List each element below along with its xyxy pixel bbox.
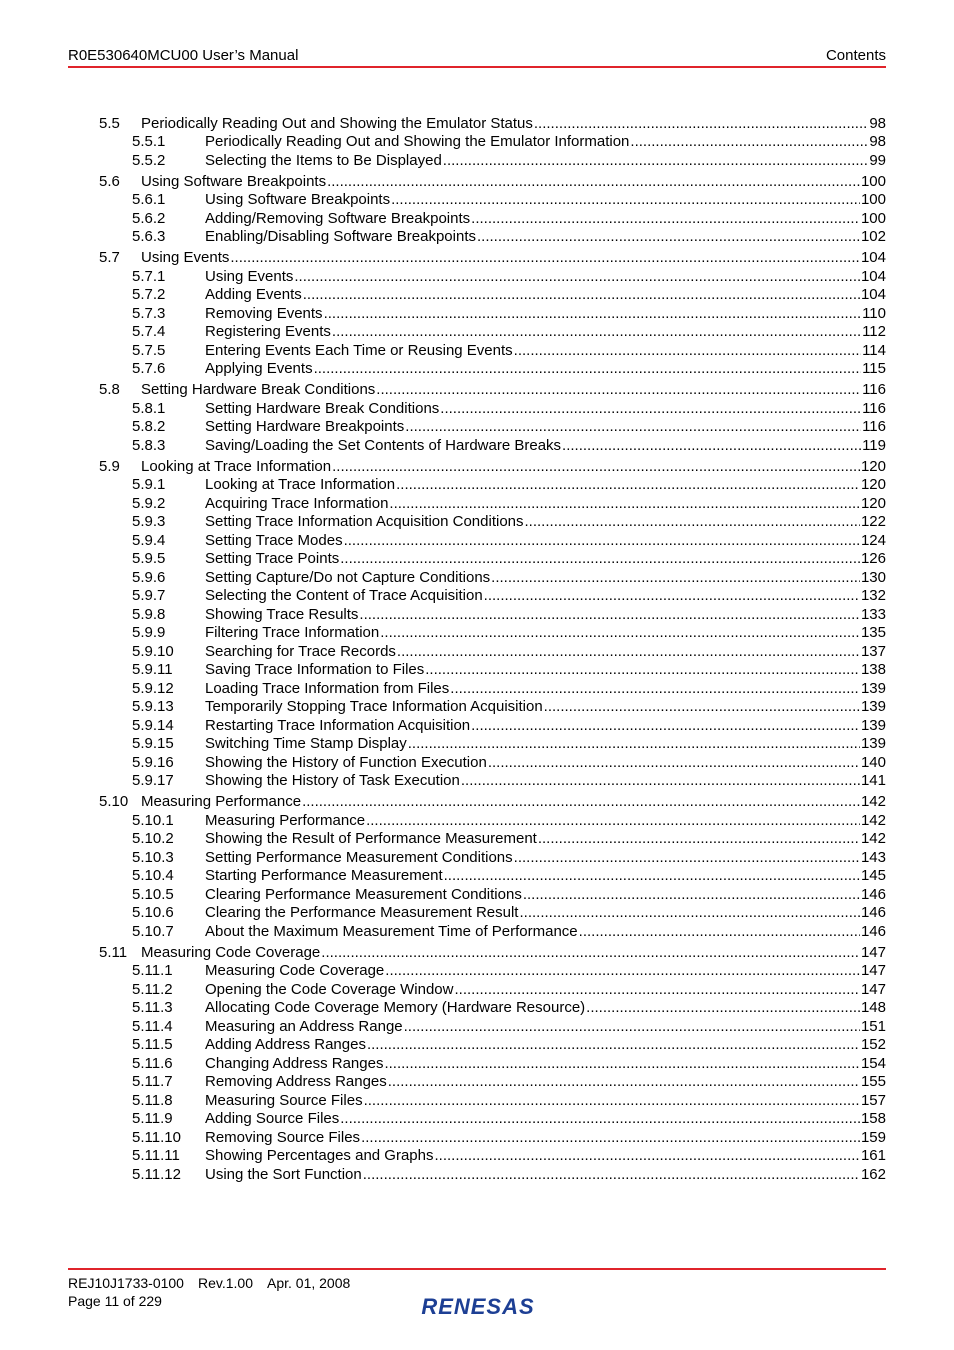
toc-entry-page: 135	[860, 624, 886, 641]
toc-entry-number: 5.11.2	[132, 980, 173, 998]
toc-section-entry[interactable]	[99, 249, 886, 268]
toc-entry-page: 161	[860, 1147, 886, 1164]
toc-entry-page: 104	[860, 249, 886, 266]
toc-entry-number: 5.11.8	[132, 1091, 173, 1109]
toc-entry-number: 5.11.9	[132, 1110, 173, 1127]
toc-entry-number: 5.9.6	[132, 568, 166, 586]
toc-subsection-entry[interactable]	[99, 513, 886, 532]
toc-dot-leader	[488, 754, 860, 773]
toc-entry-number: 5.7	[99, 249, 120, 266]
date: Apr. 01, 2008	[266, 1275, 351, 1291]
toc-entry-page: 140	[860, 753, 886, 771]
toc-entry-page: 100	[860, 191, 886, 208]
page-footer	[68, 1274, 364, 1310]
toc-dot-leader	[332, 323, 861, 342]
toc-entry-page: 152	[860, 1036, 886, 1053]
toc-section-entry[interactable]	[99, 944, 886, 963]
toc-subsection-entry[interactable]	[99, 717, 886, 736]
toc-dot-leader	[391, 191, 860, 210]
toc-entry-page: 104	[860, 267, 886, 285]
toc-dot-leader	[525, 513, 860, 532]
toc-entry-number: 5.9.15	[132, 735, 174, 752]
toc-entry-title: Using Events	[205, 267, 294, 285]
toc-entry-page: 98	[869, 133, 886, 150]
toc-entry-page: 162	[860, 1165, 886, 1183]
toc-subsection-entry[interactable]	[99, 981, 886, 1000]
toc-entry-number: 5.8.1	[132, 399, 166, 417]
toc-entry-number: 5.10.1	[132, 811, 174, 829]
toc-entry-number: 5.10	[99, 793, 129, 810]
renesas-logo	[403, 1293, 553, 1319]
toc-dot-leader	[579, 923, 860, 942]
toc-subsection-entry[interactable]	[99, 624, 886, 643]
toc-entry-number: 5.9.7	[132, 587, 166, 604]
toc-entry-number: 5.9.12	[132, 679, 174, 697]
toc-entry-number: 5.11.11	[132, 1147, 180, 1164]
toc-dot-leader	[332, 458, 860, 477]
toc-entry-number: 5.11.10	[132, 1128, 181, 1146]
toc-entry-title: Enabling/Disabling Software Breakpoints	[205, 228, 476, 245]
toc-subsection-entry[interactable]	[99, 772, 886, 791]
toc-entry-title: Saving/Loading the Set Contents of Hardware Breaks	[205, 436, 562, 454]
toc-entry-page: 124	[860, 531, 886, 549]
document-number: REJ10J1733-0100	[68, 1275, 184, 1291]
toc-entry-title: Applying Events	[205, 360, 313, 377]
toc-entry-page: 139	[860, 716, 886, 734]
toc-entry-page: 147	[860, 962, 886, 979]
toc-entry-title: Adding/Removing Software Breakpoints	[205, 209, 471, 227]
toc-subsection-entry[interactable]	[99, 1166, 886, 1185]
toc-entry-title: Adding Events	[205, 286, 302, 303]
toc-entry-number: 5.7.2	[132, 286, 166, 303]
toc-entry-page: 147	[860, 943, 886, 961]
toc-entry-page: 116	[862, 399, 886, 417]
toc-subsection-entry[interactable]	[99, 754, 886, 773]
toc-entry-number: 5.9.8	[132, 605, 166, 623]
toc-subsection-entry[interactable]	[99, 569, 886, 588]
toc-subsection-entry[interactable]	[99, 830, 886, 849]
toc-entry-number: 5.8.3	[132, 436, 166, 454]
toc-entry-number: 5.9.10	[132, 642, 174, 660]
toc-entry-title: Setting Capture/Do not Capture Conditions	[205, 568, 491, 586]
toc-dot-leader	[321, 944, 860, 963]
toc-subsection-entry[interactable]	[99, 698, 886, 717]
toc-dot-leader	[434, 1147, 859, 1166]
revision: Rev.1.00	[197, 1275, 253, 1291]
toc-entry-number: 5.9.9	[132, 624, 166, 641]
toc-entry-page: 126	[860, 550, 886, 567]
toc-entry-number: 5.9.4	[132, 531, 166, 549]
toc-entry-page: 116	[862, 418, 886, 435]
toc-entry-page: 146	[860, 904, 886, 921]
toc-subsection-entry[interactable]	[99, 735, 886, 754]
toc-entry-title: Clearing the Performance Measurement Result	[205, 904, 519, 921]
toc-entry-page: 98	[869, 114, 886, 132]
toc-dot-leader	[519, 904, 859, 923]
footer-rule	[68, 1268, 886, 1270]
toc-entry-number: 5.10.6	[132, 904, 174, 921]
toc-entry-title: Measuring Code Coverage	[141, 943, 321, 961]
toc-subsection-entry[interactable]	[99, 661, 886, 680]
toc-entry-title: Selecting the Items to Be Displayed	[205, 151, 442, 169]
toc-entry-number: 5.11.4	[132, 1017, 173, 1035]
toc-entry-page: 151	[860, 1017, 886, 1035]
toc-dot-leader	[461, 772, 860, 791]
toc-subsection-entry[interactable]	[99, 437, 886, 456]
toc-entry-number: 5.9.17	[132, 772, 174, 789]
toc-entry-title: Selecting the Content of Trace Acquisition	[205, 587, 483, 604]
toc-subsection-entry[interactable]	[99, 643, 886, 662]
toc-dot-leader	[405, 418, 861, 437]
toc-entry-number: 5.11	[99, 943, 128, 961]
toc-entry-title: Clearing Performance Measurement Conditions	[205, 885, 522, 903]
toc-entry-title: About the Maximum Measurement Time of Performance	[205, 922, 578, 940]
toc-entry-page: 141	[860, 772, 886, 789]
toc-entry-title: Removing Events	[205, 304, 323, 322]
toc-entry-title: Entering Events Each Time or Reusing Events	[205, 341, 513, 359]
toc-subsection-entry[interactable]	[99, 305, 886, 324]
toc-entry-number: 5.9.3	[132, 513, 166, 530]
toc-entry-page: 142	[860, 793, 886, 810]
toc-entry-title: Saving Trace Information to Files	[205, 661, 425, 678]
toc-subsection-entry[interactable]	[99, 1073, 886, 1092]
toc-subsection-entry[interactable]	[99, 587, 886, 606]
toc-dot-leader	[534, 115, 868, 134]
toc-subsection-entry[interactable]	[99, 400, 886, 419]
toc-entry-title: Adding Source Files	[205, 1110, 340, 1127]
toc-dot-leader	[385, 962, 860, 981]
toc-entry-page: 120	[860, 494, 886, 512]
toc-entry-title: Using Software Breakpoints	[205, 191, 391, 208]
toc-entry-number: 5.8	[99, 381, 120, 398]
toc-subsection-entry[interactable]	[99, 495, 886, 514]
toc-entry-page: 139	[860, 698, 886, 715]
toc-entry-page: 110	[862, 304, 886, 322]
toc-subsection-entry[interactable]	[99, 360, 886, 379]
toc-entry-title: Periodically Reading Out and Showing the Emulator Status	[141, 114, 533, 132]
toc-subsection-entry[interactable]	[99, 342, 886, 361]
toc-dot-leader	[366, 812, 860, 831]
toc-dot-leader	[361, 1129, 860, 1148]
toc-entry-title: Setting Trace Information Acquisition Conditions	[205, 513, 524, 530]
toc-subsection-entry[interactable]	[99, 323, 886, 342]
toc-entry-title: Allocating Code Coverage Memory (Hardware Resource)	[205, 999, 586, 1016]
toc-dot-leader	[514, 342, 861, 361]
page-number: Page 11 of 229	[68, 1293, 162, 1309]
toc-entry-title: Setting Hardware Break Conditions	[141, 381, 376, 398]
page-header	[68, 47, 886, 67]
toc-dot-leader	[397, 643, 860, 662]
toc-dot-leader	[408, 735, 860, 754]
toc-dot-leader	[380, 624, 860, 643]
toc-entry-title: Setting Trace Modes	[205, 531, 343, 549]
toc-entry-title: Changing Address Ranges	[205, 1054, 384, 1072]
toc-subsection-entry[interactable]	[99, 1036, 886, 1055]
toc-dot-leader	[376, 381, 861, 400]
toc-section-entry[interactable]	[99, 381, 886, 400]
toc-dot-leader	[443, 152, 869, 171]
toc-subsection-entry[interactable]	[99, 268, 886, 287]
toc-entry-title: Loading Trace Information from Files	[205, 679, 450, 697]
section-name: Contents	[825, 47, 886, 64]
toc-dot-leader	[471, 717, 860, 736]
toc-entry-number: 5.9.16	[132, 753, 174, 771]
toc-entry-page: 157	[860, 1091, 886, 1109]
toc-entry-title: Removing Address Ranges	[205, 1073, 387, 1090]
toc-subsection-entry[interactable]	[99, 1110, 886, 1129]
toc-entry-title: Measuring an Address Range	[205, 1017, 403, 1035]
toc-entry-title: Periodically Reading Out and Showing the Emulator Information	[205, 133, 630, 150]
toc-entry-number: 5.11.3	[132, 999, 173, 1016]
toc-entry-page: 139	[860, 735, 886, 752]
toc-entry-title: Filtering Trace Information	[205, 624, 380, 641]
toc-entry-number: 5.9.1	[132, 476, 166, 493]
toc-entry-number: 5.5.2	[132, 151, 166, 169]
toc-entry-page: 116	[862, 381, 886, 398]
toc-subsection-entry[interactable]	[99, 606, 886, 625]
toc-subsection-entry[interactable]	[99, 476, 886, 495]
toc-entry-number: 5.9.13	[132, 698, 174, 715]
toc-dot-leader	[340, 550, 860, 569]
toc-entry-page: 119	[862, 436, 886, 454]
toc-entry-page: 114	[862, 341, 886, 359]
toc-subsection-entry[interactable]	[99, 550, 886, 569]
toc-entry-page: 159	[860, 1128, 886, 1146]
toc-entry-number: 5.7.1	[132, 267, 166, 285]
toc-entry-title: Measuring Code Coverage	[205, 962, 385, 979]
toc-entry-page: 139	[860, 679, 886, 697]
toc-dot-leader	[454, 981, 859, 1000]
toc-entry-page: 120	[860, 457, 886, 475]
toc-subsection-entry[interactable]	[99, 133, 886, 152]
toc-entry-title: Showing the Result of Performance Measurement	[205, 830, 537, 847]
toc-entry-number: 5.11.1	[132, 962, 173, 979]
toc-entry-page: 143	[860, 848, 886, 866]
toc-entry-title: Adding Address Ranges	[205, 1036, 366, 1053]
toc-entry-number: 5.9.5	[132, 550, 166, 567]
toc-subsection-entry[interactable]	[99, 286, 886, 305]
toc-subsection-entry[interactable]	[99, 418, 886, 437]
toc-entry-number: 5.9.14	[132, 716, 174, 734]
toc-entry-title: Showing Percentages and Graphs	[205, 1147, 434, 1164]
toc-entry-number: 5.10.4	[132, 867, 174, 884]
toc-entry-title: Searching for Trace Records	[205, 642, 396, 660]
toc-entry-title: Setting Hardware Breakpoints	[205, 418, 405, 435]
toc-entry-number: 5.6.2	[132, 209, 166, 227]
toc-entry-page: 137	[860, 642, 886, 660]
toc-subsection-entry[interactable]	[99, 210, 886, 229]
toc-entry-title: Temporarily Stopping Trace Information Acquisition	[205, 698, 543, 715]
toc-entry-number: 5.10.3	[132, 848, 174, 866]
toc-subsection-entry[interactable]	[99, 923, 886, 942]
toc-entry-number: 5.9.11	[132, 661, 173, 678]
toc-entry-number: 5.7.5	[132, 341, 166, 359]
toc-dot-leader	[294, 268, 860, 287]
toc-entry-title: Switching Time Stamp Display	[205, 735, 407, 752]
toc-entry-number: 5.6.1	[132, 191, 166, 208]
toc-subsection-entry[interactable]	[99, 228, 886, 247]
toc-entry-number: 5.7.6	[132, 360, 166, 377]
toc-entry-number: 5.10.2	[132, 830, 174, 847]
toc-entry-page: 104	[860, 286, 886, 303]
document-id-line	[68, 1274, 364, 1292]
toc-dot-leader	[384, 1055, 860, 1074]
toc-dot-leader	[327, 173, 860, 192]
toc-dot-leader	[440, 400, 861, 419]
toc-entry-title: Showing the History of Task Execution	[205, 772, 460, 789]
toc-dot-leader	[340, 1110, 860, 1129]
toc-entry-page: 120	[860, 476, 886, 493]
toc-entry-title: Looking at Trace Information	[141, 457, 332, 475]
toc-entry-page: 148	[860, 999, 886, 1016]
toc-dot-leader	[314, 360, 862, 379]
toc-section-entry[interactable]	[99, 793, 886, 812]
toc-entry-title: Showing Trace Results	[205, 605, 359, 623]
toc-subsection-entry[interactable]	[99, 812, 886, 831]
toc-subsection-entry[interactable]	[99, 1092, 886, 1111]
toc-entry-title: Starting Performance Measurement	[205, 867, 443, 884]
toc-entry-page: 158	[860, 1110, 886, 1127]
toc-entry-number: 5.7.4	[132, 323, 166, 340]
toc-entry-number: 5.11.7	[132, 1073, 173, 1090]
toc-section-entry[interactable]	[99, 115, 886, 134]
toc-subsection-entry[interactable]	[99, 962, 886, 981]
toc-dot-leader	[523, 886, 860, 905]
toc-entry-title: Showing the History of Function Execution	[205, 753, 487, 771]
toc-dot-leader	[544, 698, 860, 717]
toc-dot-leader	[586, 999, 860, 1018]
toc-entry-page: 122	[860, 513, 886, 530]
toc-entry-title: Registering Events	[205, 323, 331, 340]
toc-dot-leader	[514, 849, 860, 868]
toc-dot-leader	[388, 1073, 860, 1092]
toc-subsection-entry[interactable]	[99, 1055, 886, 1074]
toc-dot-leader	[450, 680, 860, 699]
toc-entry-title: Opening the Code Coverage Window	[205, 980, 454, 998]
header-rule	[68, 66, 886, 68]
toc-entry-number: 5.6	[99, 172, 120, 190]
toc-entry-title: Measuring Performance	[141, 793, 302, 810]
toc-subsection-entry[interactable]	[99, 152, 886, 171]
toc-subsection-entry[interactable]	[99, 849, 886, 868]
toc-dot-leader	[302, 793, 860, 812]
table-of-contents	[99, 112, 886, 1184]
manual-title: R0E530640MCU00 User’s Manual	[68, 47, 299, 64]
toc-dot-leader	[471, 210, 860, 229]
toc-entry-page: 112	[862, 323, 886, 340]
toc-entry-page: 146	[860, 922, 886, 940]
toc-entry-number: 5.5	[99, 114, 120, 132]
toc-entry-page: 99	[869, 151, 886, 169]
toc-entry-title: Setting Trace Points	[205, 550, 340, 567]
toc-entry-number: 5.11.12	[132, 1165, 181, 1183]
toc-entry-title: Looking at Trace Information	[205, 476, 396, 493]
toc-entry-title: Setting Hardware Break Conditions	[205, 399, 440, 417]
toc-entry-number: 5.10.7	[132, 922, 174, 940]
toc-dot-leader	[630, 133, 868, 152]
toc-entry-page: 130	[860, 568, 886, 586]
toc-entry-title: Acquiring Trace Information	[205, 494, 389, 512]
toc-entry-page: 155	[860, 1073, 886, 1090]
toc-dot-leader	[367, 1036, 860, 1055]
toc-entry-number: 5.9	[99, 457, 120, 475]
toc-section-entry[interactable]	[99, 173, 886, 192]
toc-dot-leader	[425, 661, 860, 680]
toc-subsection-entry[interactable]	[99, 680, 886, 699]
toc-entry-page: 133	[860, 605, 886, 623]
toc-entry-title: Using Software Breakpoints	[141, 172, 327, 190]
toc-dot-leader	[484, 587, 860, 606]
toc-entry-title: Using the Sort Function	[205, 1165, 362, 1183]
toc-entry-page: 100	[860, 209, 886, 227]
toc-entry-number: 5.11.6	[132, 1054, 173, 1072]
toc-entry-page: 146	[860, 885, 886, 903]
toc-entry-title: Measuring Source Files	[205, 1091, 363, 1109]
toc-entry-page: 115	[862, 360, 886, 377]
toc-dot-leader	[477, 228, 860, 247]
svg-text:RENESAS: RENESAS	[421, 1294, 535, 1319]
toc-section-entry[interactable]	[99, 458, 886, 477]
toc-entry-title: Using Events	[141, 249, 230, 266]
toc-entry-number: 5.5.1	[132, 133, 166, 150]
toc-entry-number: 5.9.2	[132, 494, 166, 512]
toc-dot-leader	[389, 495, 860, 514]
toc-subsection-entry[interactable]	[99, 867, 886, 886]
toc-entry-page: 154	[860, 1054, 886, 1072]
toc-entry-page: 132	[860, 587, 886, 604]
toc-subsection-entry[interactable]	[99, 999, 886, 1018]
toc-dot-leader	[303, 286, 860, 305]
toc-dot-leader	[359, 606, 860, 625]
toc-entry-page: 142	[860, 830, 886, 847]
toc-entry-title: Measuring Performance	[205, 811, 366, 829]
toc-entry-title: Restarting Trace Information Acquisition	[205, 716, 471, 734]
toc-dot-leader	[324, 305, 862, 324]
toc-entry-page: 138	[860, 661, 886, 678]
toc-subsection-entry[interactable]	[99, 191, 886, 210]
toc-dot-leader	[230, 249, 860, 268]
toc-dot-leader	[538, 830, 860, 849]
toc-dot-leader	[404, 1018, 860, 1037]
toc-entry-number: 5.11.5	[132, 1036, 173, 1053]
toc-entry-number: 5.8.2	[132, 418, 166, 435]
toc-entry-number: 5.6.3	[132, 228, 166, 245]
toc-entry-page: 145	[860, 867, 886, 884]
toc-dot-leader	[491, 569, 860, 588]
toc-entry-page: 147	[860, 980, 886, 998]
toc-subsection-entry[interactable]	[99, 532, 886, 551]
toc-subsection-entry[interactable]	[99, 886, 886, 905]
toc-entry-title: Setting Performance Measurement Conditions	[205, 848, 513, 866]
toc-subsection-entry[interactable]	[99, 1147, 886, 1166]
toc-subsection-entry[interactable]	[99, 904, 886, 923]
toc-entry-number: 5.10.5	[132, 885, 174, 903]
toc-dot-leader	[364, 1092, 860, 1111]
toc-entry-number: 5.7.3	[132, 304, 166, 322]
toc-dot-leader	[363, 1166, 860, 1185]
toc-entry-title: Removing Source Files	[205, 1128, 361, 1146]
toc-dot-leader	[444, 867, 860, 886]
toc-dot-leader	[344, 532, 860, 551]
toc-dot-leader	[562, 437, 861, 456]
toc-entry-page: 100	[860, 172, 886, 190]
toc-subsection-entry[interactable]	[99, 1018, 886, 1037]
toc-entry-page: 102	[860, 228, 886, 245]
toc-entry-page: 142	[860, 811, 886, 829]
toc-subsection-entry[interactable]	[99, 1129, 886, 1148]
toc-dot-leader	[396, 476, 860, 495]
